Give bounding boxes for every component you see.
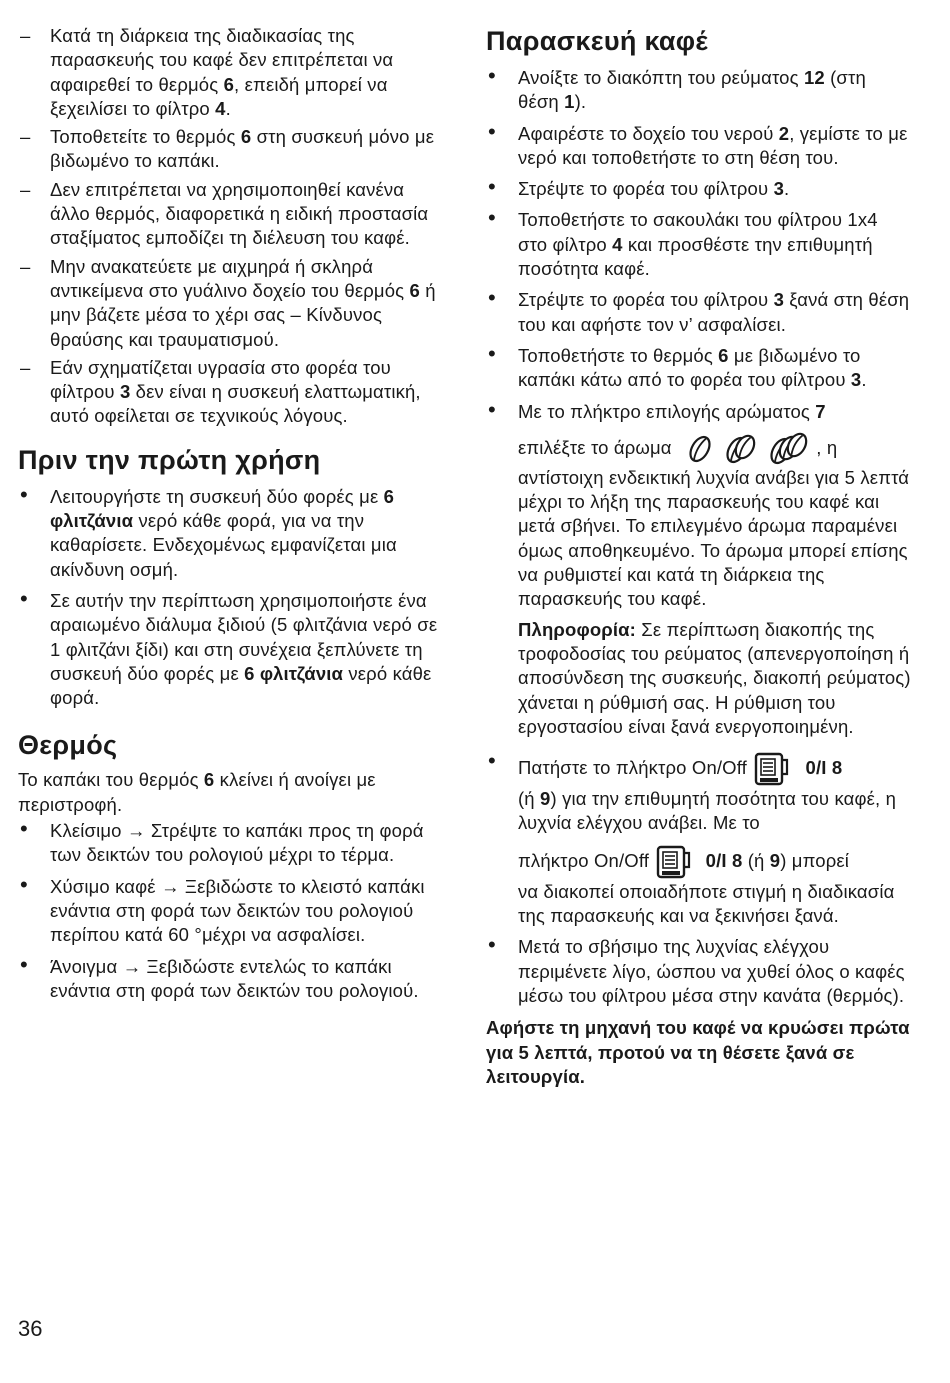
left-column: [18, 24, 442, 1010]
warning-item: – Τοποθετείτε το θερμός 6 στη συσκευή μόνο με βιδωμένο το καπάκι.: [18, 125, 442, 174]
page-number: 36: [18, 1316, 43, 1341]
onoff-description-2: να διακοπεί οποιαδήποτε στιγμή η διαδικασία της παρασκευής και να ξεκινήσει ξανά.: [518, 880, 895, 927]
first-use-list: [18, 485, 442, 711]
list-item: • Λειτουργήστε τη συσκευή δύο φορές με 6 φλιτζάνια νερό κάθε φορά, για να την καθαρίσετε. Ενδεχομένως εμφανίζεται μια ακίνδυνη οσμή.: [18, 485, 442, 582]
onoff-item: [486, 751, 911, 928]
aroma-item: [486, 400, 911, 740]
list-item: • Ανοίξτε το διακόπτη του ρεύματος 12 (στη θέση 1).: [486, 66, 911, 115]
list-item: • Στρέψτε το φορέα του φίλτρου 3 ξανά στη θέση του και αφήστε τον ν’ ασφαλίσει.: [486, 288, 911, 337]
list-item: • Σε αυτήν την περίπτωση χρησιμοποιήστε ένα αραιωμένο διάλυμα ξιδιού (5 φλιτζάνια νερό σε 1 φλιτζάνι ξίδι) και στη συνέχεια ξεπλύνετε τη συσκευή δύο φορές με 6 φλιτζάνια νερό κάθε φορά.: [18, 589, 442, 710]
thermos-list: [18, 819, 442, 1003]
list-item: • Τοποθετήστε το σακουλάκι του φίλτρου 1x4 στο φίλτρο 4 και προσθέστε την επιθυμητή ποσότητα καφέ.: [486, 208, 911, 281]
warning-item: – Μην ανακατεύετε με αιχμηρά ή σκληρά αντικείμενα στο γυάλινο δοχείο του θερμός 6 ή μην βάζετε μέσα το χέρι σας – Κίνδυνος θραύσης και τραυματισμού.: [18, 255, 442, 352]
first-use-heading: Πριν την πρώτη χρήση: [18, 444, 321, 475]
onoff-line: • Πατήστε το πλήκτρο On/Off 0/I 8: [518, 751, 911, 787]
thermos-heading: Θερμός: [18, 730, 118, 761]
aroma-symbols: [677, 432, 811, 466]
coffee-machine-icon: [752, 751, 794, 787]
info-note: Πληροφορία: Σε περίπτωση διακοπής της τροφοδοσίας του ρεύματος (απενεργοποίηση ή αποσύνδεση της συσκευής, διακοπή ρεύματος) χάνεται η ρύθμισή σας. Η ρύθμιση του εργοστασίου είναι ξανά ενεργοποιημένη.: [518, 618, 911, 737]
list-item: • Τοποθετήστε το θερμός 6 με βιδωμένο το καπάκι κάτω από το φορέα του φίλτρου 3.: [486, 344, 911, 393]
arrow-icon: →: [160, 875, 180, 897]
coffee-machine-icon: [654, 844, 696, 880]
list-item: • Στρέψτε το φορέα του φίλτρου 3.: [486, 177, 911, 201]
list-item: • Άνοιγμα → Ξεβιδώστε εντελώς το καπάκι ενάντια στη φορά των δεικτών του ρολογιού.: [18, 955, 442, 1004]
onoff-line-2: πλήκτρο On/Off 0/I 8 (ή 9) μπορεί: [518, 844, 911, 880]
list-item: • Χύσιμο καφέ → Ξεβιδώστε το κλειστό καπάκι ενάντια στη φορά των δεικτών του ρολογιού περίπου κατά 60 °μέχρι να ασφαλίσει.: [18, 875, 442, 948]
warning-item: – Κατά τη διάρκεια της διαδικασίας της παρασκευής του καφέ δεν επιτρέπεται να αφαιρεθεί το θερμός 6, επειδή μπορεί να ξεχειλίσει το φίλτρο 4.: [18, 24, 442, 121]
warning-list: [18, 24, 442, 429]
brewing-heading: Παρασκευή καφέ: [486, 26, 708, 56]
cooldown-warning: Αφήστε τη μηχανή του καφέ να κρυώσει πρώτα για 5 λεπτά, προτού να τη θέσετε ξανά σε λειτουργία.: [486, 1017, 910, 1087]
thermos-intro: Το καπάκι του θερμός 6 κλείνει ή ανοίγει με περιστροφή.: [18, 769, 376, 815]
arrow-icon: →: [126, 820, 146, 842]
aroma-line: • Με το πλήκτρο επιλογής αρώματος 7: [518, 400, 826, 422]
warning-item: – Δεν επιτρέπεται να χρησιμοποιηθεί κανένα άλλο θερμός, διαφορετικά η ειδική προστασία σταξίματος εμποδίζει τη διέλευση του καφέ.: [18, 178, 442, 251]
arrow-icon: →: [122, 955, 142, 977]
aroma-strong-icon: [767, 432, 811, 466]
warning-item: – Εάν σχηματίζεται υγρασία στο φορέα του φίλτρου 3 δεν είναι η συσκευή ελαττωματική, αυτό οφείλεται σε τεχνικούς λόγους.: [18, 356, 442, 429]
list-item: • Αφαιρέστε το δοχείο του νερού 2, γεμίστε το με νερό και τοποθετήστε το στη θέση του.: [486, 122, 911, 171]
list-item: • Μετά το σβήσιμο της λυχνίας ελέγχου περιμένετε λίγο, ώσπου να χυθεί όλος ο καφές μέσω του φίλτρου μέσα στην κανάτα (θερμός).: [486, 935, 911, 1008]
aroma-mild-icon: [685, 434, 715, 464]
brewing-list: [486, 66, 911, 1008]
aroma-medium-icon: [723, 433, 759, 465]
onoff-description: (ή 9) για την επιθυμητή ποσότητα του καφέ, η λυχνία ελέγχου ανάβει. Με το: [518, 788, 897, 834]
aroma-description: αντίστοιχη ενδεικτική λυχνία ανάβει για 5 λεπτά μέχρι το λήξη της παρασκευής του καφέ και μετά σβήνει. Το επιλεγμένο άρωμα παραμένει όμως αποθηκευμένο. Το άρωμα μπορεί επίσης να ρυθμιστεί και κατά τη διάρκεια της παρασκευής του καφέ.: [518, 466, 910, 610]
list-item: • Κλείσιμο → Στρέψτε το καπάκι προς τη φορά των δεικτών του ρολογιού μέχρι το τέρμα.: [18, 819, 442, 868]
aroma-select-line: επιλέξτε το άρωμα , η: [518, 432, 911, 466]
right-column: [486, 24, 911, 1089]
